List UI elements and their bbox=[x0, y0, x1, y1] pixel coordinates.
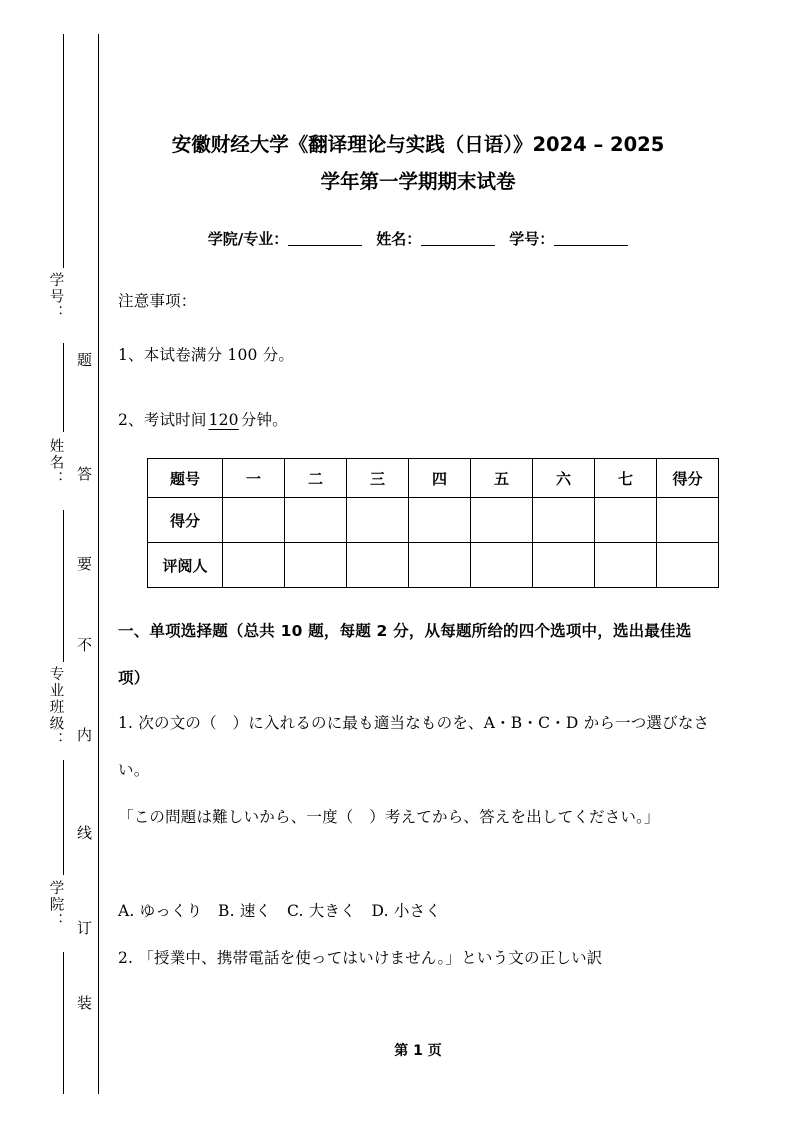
table-row-score bbox=[148, 498, 719, 543]
score-cell[interactable] bbox=[285, 498, 347, 543]
binding-char-ding: 订 bbox=[75, 920, 93, 937]
name-label: 姓名： bbox=[376, 230, 422, 248]
table-header-cell: 三 bbox=[347, 459, 409, 498]
score-cell[interactable] bbox=[471, 498, 533, 543]
binding-char-nei: 内 bbox=[75, 727, 93, 744]
notice-item-2 bbox=[118, 397, 714, 444]
student-id-label: 学号： bbox=[509, 230, 555, 248]
score-cell[interactable] bbox=[533, 498, 595, 543]
score-cell[interactable] bbox=[409, 498, 471, 543]
binding-line-outer-segment bbox=[63, 343, 64, 432]
row-label-score: 得分 bbox=[148, 498, 223, 543]
exam-content bbox=[118, 0, 718, 1122]
score-cell[interactable] bbox=[595, 498, 657, 543]
student-info-row bbox=[124, 228, 712, 249]
margin-label-name: 姓名： bbox=[47, 438, 64, 488]
exam-duration-value[interactable]: 120 bbox=[208, 411, 239, 429]
college-major-label: 学院/专业： bbox=[207, 230, 289, 248]
grader-cell[interactable] bbox=[471, 543, 533, 588]
grader-cell[interactable] bbox=[595, 543, 657, 588]
question-1-stem: 1. 次の文の（ ）に入れるのに最も適当なものを、A・B・C・D から一つ選びなさい。 bbox=[118, 714, 710, 779]
page-title bbox=[124, 126, 712, 200]
score-cell[interactable] bbox=[347, 498, 409, 543]
binding-line-outer-segment bbox=[63, 510, 64, 662]
college-major-field[interactable] bbox=[288, 245, 362, 246]
table-row-header bbox=[148, 459, 719, 498]
table-header-cell: 一 bbox=[223, 459, 285, 498]
notice-2-prefix: 2、考试时间 bbox=[118, 411, 207, 429]
grader-cell[interactable] bbox=[285, 543, 347, 588]
table-header-cell: 七 bbox=[595, 459, 657, 498]
binding-char-bu: 不 bbox=[75, 637, 93, 654]
table-row-grader bbox=[148, 543, 719, 588]
grader-cell[interactable] bbox=[409, 543, 471, 588]
margin-label-class: 专业班级： bbox=[47, 666, 64, 749]
notice-item-1: 1、本试卷满分 100 分。 bbox=[118, 346, 295, 364]
question-1-options: A. ゆっくり B. 速く C. 大きく D. 小さく bbox=[118, 902, 441, 920]
table-header-cell: 得分 bbox=[657, 459, 719, 498]
binding-line-outer-segment bbox=[63, 952, 64, 1094]
table-header-cell: 二 bbox=[285, 459, 347, 498]
grader-cell[interactable] bbox=[223, 543, 285, 588]
binding-char-xian: 线 bbox=[75, 825, 93, 842]
table-header-cell: 五 bbox=[471, 459, 533, 498]
student-id-field[interactable] bbox=[554, 245, 628, 246]
binding-char-da: 答 bbox=[75, 466, 93, 483]
grader-cell[interactable] bbox=[347, 543, 409, 588]
question-1-sentence: 「この問題は難しいから、一度（ ）考えてから、答えを出してください。」 bbox=[118, 808, 660, 826]
score-cell[interactable] bbox=[657, 498, 719, 543]
row-label-grader: 评阅人 bbox=[148, 543, 223, 588]
title-line-2: 学年第一学期期末试卷 bbox=[320, 170, 516, 193]
table-header-cell: 六 bbox=[533, 459, 595, 498]
table-header-cell: 四 bbox=[409, 459, 471, 498]
page-footer: 第 1 页 bbox=[394, 1043, 442, 1059]
table-header-cell: 题号 bbox=[148, 459, 223, 498]
notice-2-suffix: 分钟。 bbox=[240, 411, 288, 429]
title-line-1: 安徽财经大学《翻译理论与实践（日语）》2024 – 2025 bbox=[171, 133, 665, 156]
binding-margin bbox=[0, 0, 118, 1122]
margin-label-college: 学院： bbox=[47, 880, 64, 930]
grader-cell[interactable] bbox=[533, 543, 595, 588]
binding-line-outer-segment bbox=[63, 34, 64, 268]
binding-char-zhuang: 装 bbox=[75, 995, 93, 1012]
binding-char-ti: 题 bbox=[75, 352, 93, 369]
question-2-stem: 2. 「授業中、携帯電話を使ってはいけません。」という文の正しい訳 bbox=[118, 949, 603, 967]
grader-cell[interactable] bbox=[657, 543, 719, 588]
section-1-heading: 一、单项选择题（总共 10 题，每题 2 分，从每题所给的四个选项中，选出最佳选项） bbox=[118, 622, 692, 687]
notices-heading: 注意事项： bbox=[118, 292, 197, 310]
binding-char-yao: 要 bbox=[75, 556, 93, 573]
score-cell[interactable] bbox=[223, 498, 285, 543]
score-table bbox=[147, 458, 719, 588]
margin-label-student-id: 学号： bbox=[47, 272, 64, 322]
name-field[interactable] bbox=[421, 245, 495, 246]
binding-line-inner bbox=[98, 34, 99, 1094]
binding-line-outer-segment bbox=[63, 760, 64, 875]
